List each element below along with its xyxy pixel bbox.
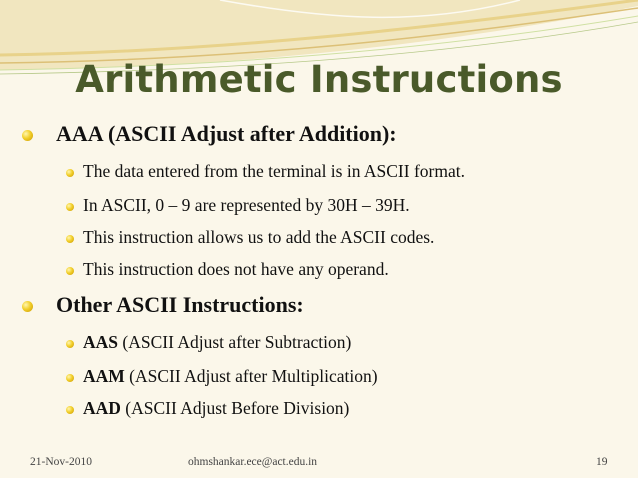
bullet-text: AAA (ASCII Adjust after Addition): xyxy=(56,121,397,146)
footer-email: ohmshankar.ece@act.edu.in xyxy=(188,456,318,468)
bullet-text: Other ASCII Instructions: xyxy=(56,292,304,317)
sub-bullet-icon xyxy=(66,406,74,414)
footer-page-number: 19 xyxy=(596,456,608,468)
sub-bullet-text: This instruction does not have any operand. xyxy=(83,259,389,279)
instruction-description: (ASCII Adjust after Multiplication) xyxy=(124,366,378,386)
instruction-mnemonic: AAM xyxy=(83,366,125,386)
sub-bullet-text xyxy=(83,332,351,353)
sub-bullet-icon xyxy=(66,169,74,177)
sub-bullet-text: This instruction allows us to add the ASCII codes. xyxy=(83,227,435,247)
instruction-mnemonic: AAD xyxy=(83,398,121,418)
bullet-icon xyxy=(22,130,33,141)
sub-bullet-text xyxy=(83,366,378,387)
sub-bullet-text xyxy=(83,398,349,419)
sub-bullet-icon xyxy=(66,267,74,275)
instruction-mnemonic: AAS xyxy=(83,332,119,352)
sub-bullet-text: In ASCII, 0 – 9 are represented by 30H – 39H. xyxy=(83,195,410,215)
sub-bullet-icon xyxy=(66,235,74,243)
sub-bullet-text: The data entered from the terminal is in ASCII format. xyxy=(83,161,465,181)
instruction-description: (ASCII Adjust Before Division) xyxy=(120,398,350,418)
footer-date: 21-Nov-2010 xyxy=(30,456,92,468)
sub-bullet-icon xyxy=(66,374,74,382)
bullet-icon xyxy=(22,301,33,312)
sub-bullet-icon xyxy=(66,340,74,348)
instruction-description: (ASCII Adjust after Subtraction) xyxy=(118,332,352,352)
sub-bullet-icon xyxy=(66,203,74,211)
slide-title: Arithmetic Instructions xyxy=(75,58,563,101)
